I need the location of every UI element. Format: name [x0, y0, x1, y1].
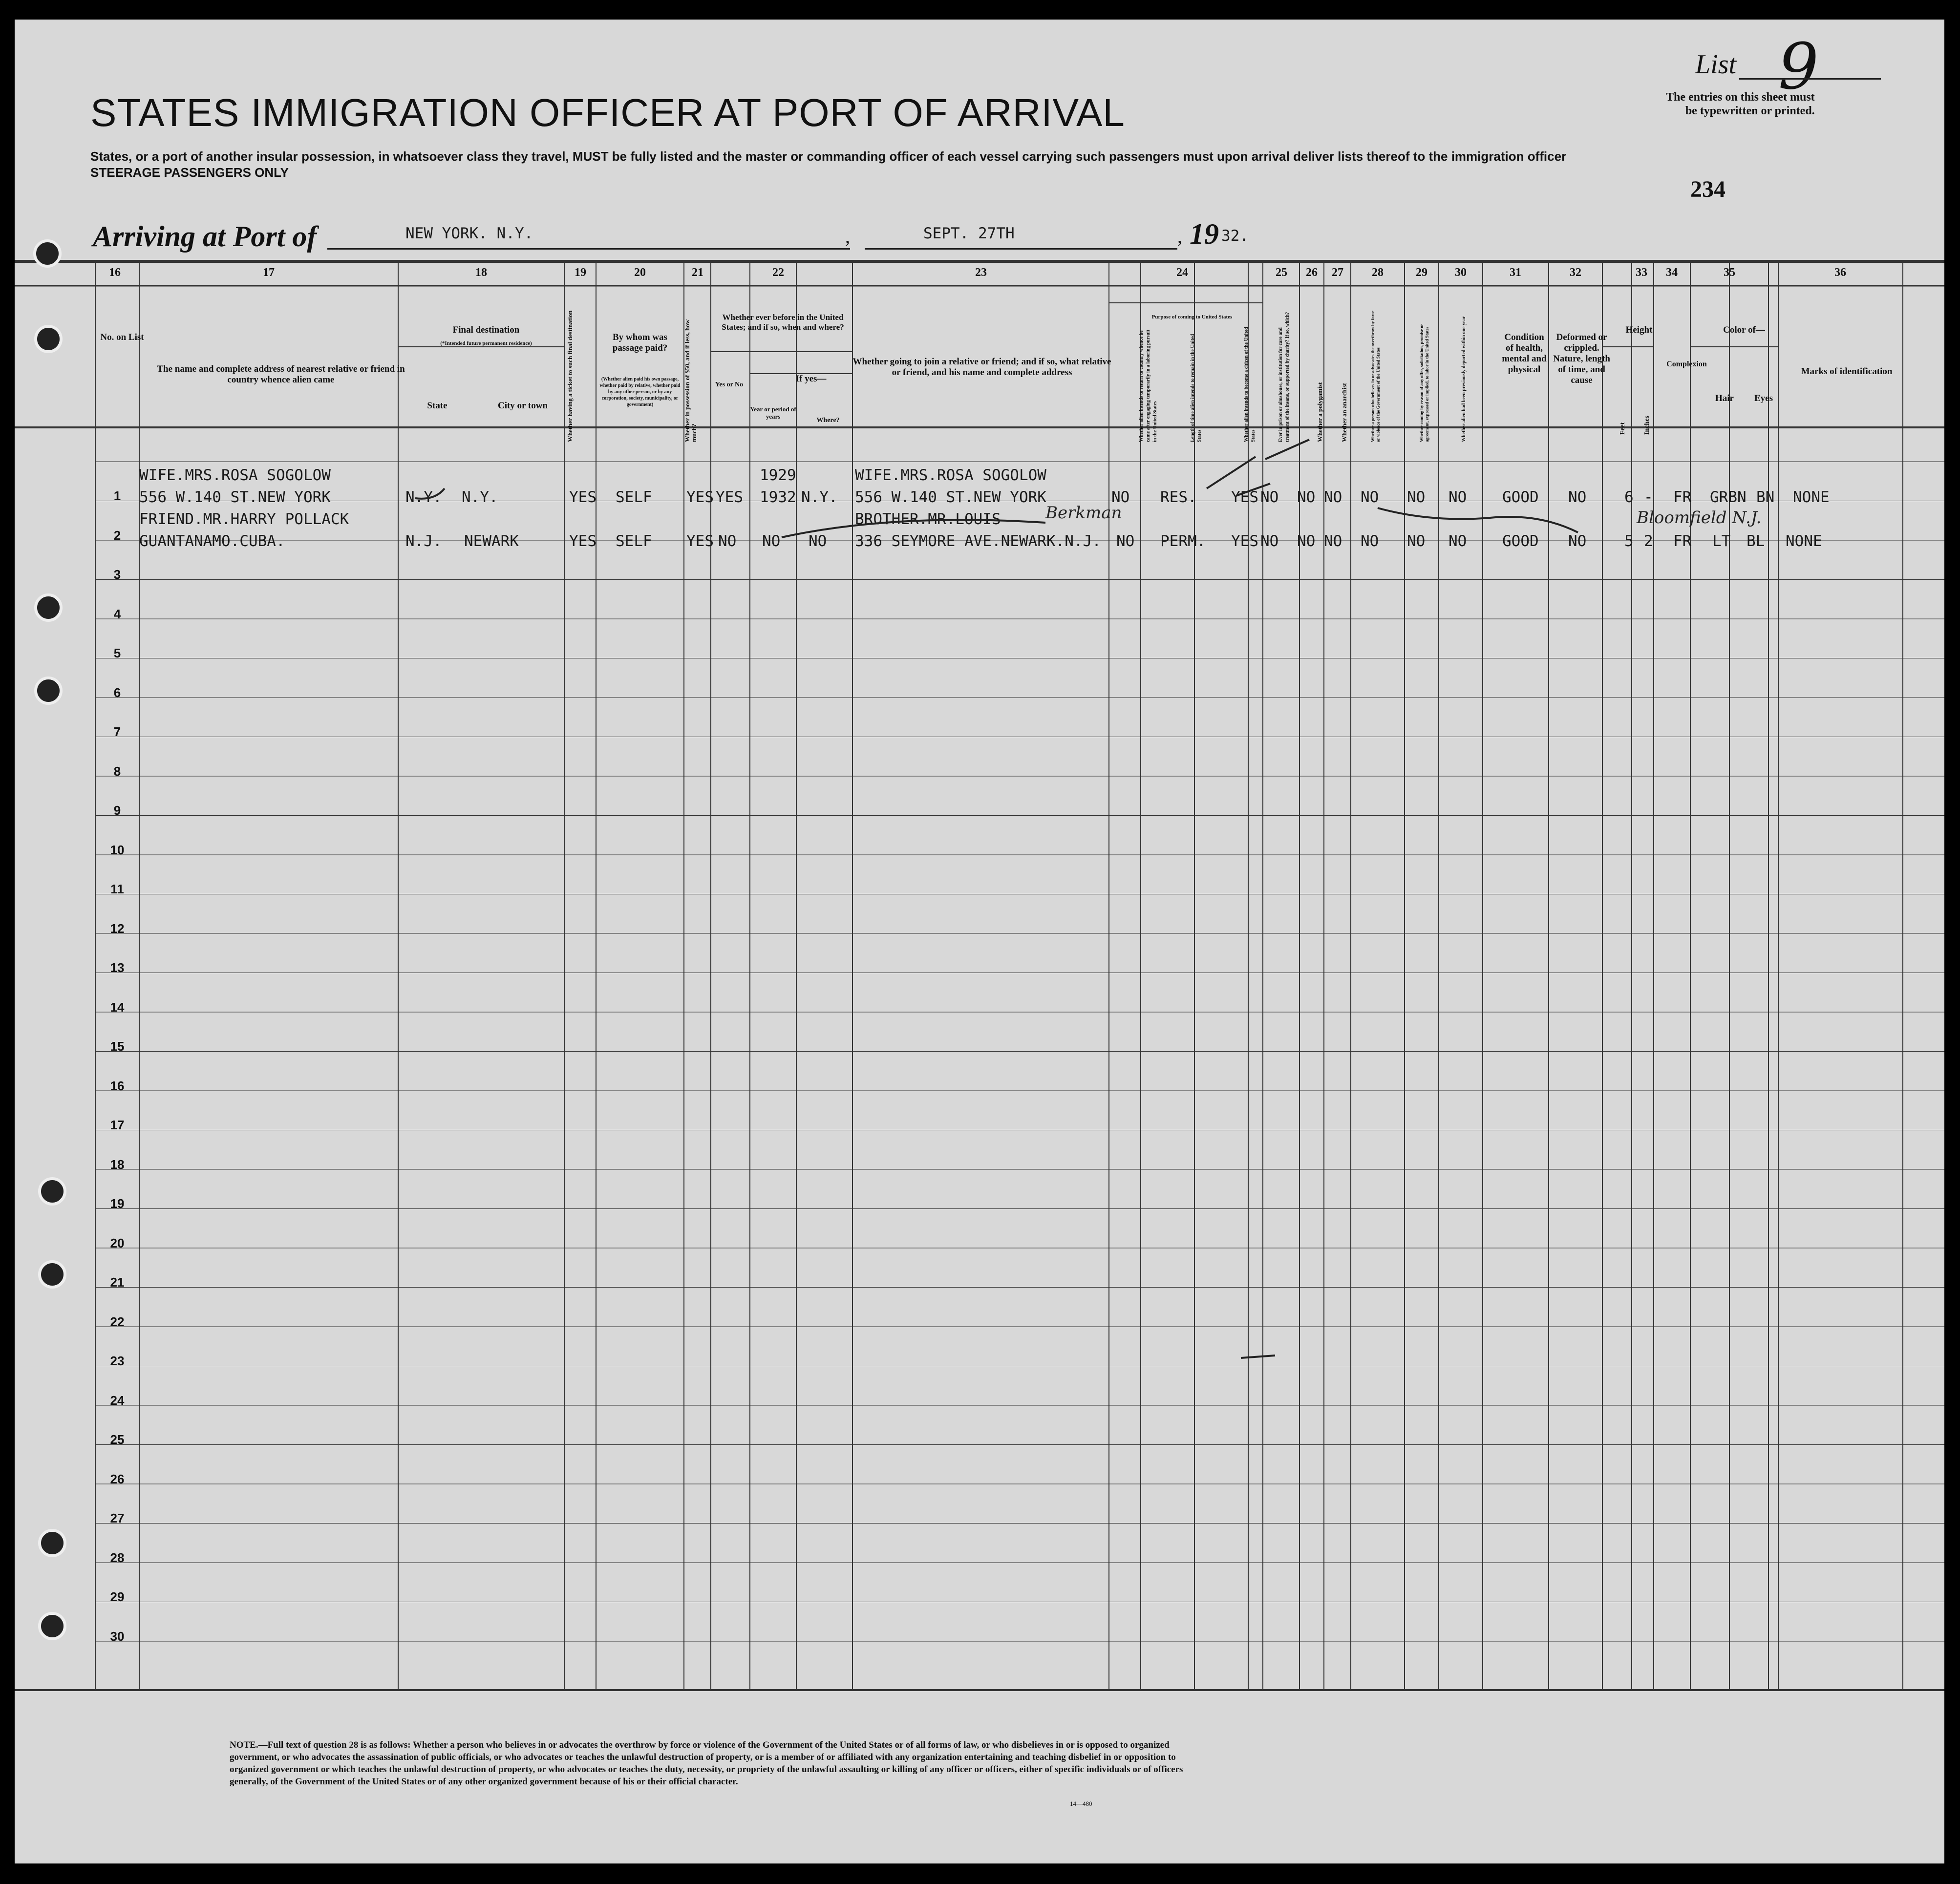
entry2-complexion: FR — [1673, 532, 1692, 550]
column-number: 25 — [1276, 266, 1287, 279]
header-return: Whether alien intends to return to country whence he came after engaging temporarily in a laboring pursuit in the United States — [1139, 329, 1158, 442]
entry2-c30: NO — [1449, 532, 1467, 550]
row-number: 3 — [113, 567, 121, 582]
entry2-c27: NO — [1324, 532, 1342, 550]
entry2-c26: NO — [1297, 532, 1316, 550]
entry2-joining-line2: 336 SEYMORE AVE.NEWARK.N.J. — [855, 532, 1101, 550]
row-number: 21 — [110, 1275, 125, 1290]
header-state: State — [427, 401, 447, 411]
entries-note-line2: be typewritten or printed. — [1685, 105, 1815, 117]
header-citizen: Whether alien intends to become a citizen of the United States — [1244, 327, 1256, 442]
punch-hole — [34, 325, 63, 353]
row-number: 1 — [113, 488, 121, 503]
row-number: 24 — [110, 1393, 125, 1408]
entry2-paid-by: SELF — [616, 532, 652, 550]
header-yes-no: Yes or No — [715, 381, 744, 388]
entry2-inches: 2 — [1644, 532, 1653, 550]
punch-hole — [34, 593, 63, 622]
row-number: 14 — [110, 999, 125, 1015]
column-number: 23 — [975, 266, 987, 279]
entry1-ticket: YES — [569, 488, 597, 506]
row-number: 30 — [110, 1629, 125, 1644]
page-title: STATES IMMIGRATION OFFICER AT PORT OF ARRIVAL — [90, 91, 1125, 134]
table-grid — [15, 20, 1944, 1863]
entry2-feet: 5 — [1624, 532, 1634, 550]
entries-note-line1: The entries on this sheet must — [1666, 91, 1815, 104]
entry2-relative-line1: FRIEND.MR.HARRY POLLACK — [139, 510, 349, 528]
instructions-line2: STEERAGE PASSENGERS ONLY — [90, 165, 289, 180]
entry2-joining-line1: BROTHER.MR.LOUIS — [855, 510, 1001, 528]
header-final-destination-sub: (*Intended future permanent residence) — [440, 340, 532, 346]
row-number: 25 — [110, 1432, 125, 1447]
column-number: 31 — [1510, 266, 1521, 279]
row-number: 12 — [110, 921, 125, 936]
column-number: 22 — [772, 266, 784, 279]
entry2-c28: NO — [1361, 532, 1379, 550]
entry1-deformed: NO — [1568, 488, 1587, 506]
manifest-sheet — [15, 20, 1944, 1863]
column-number: 35 — [1724, 266, 1735, 279]
entry1-where: N.Y. — [801, 488, 838, 506]
entry1-before: YES — [716, 488, 743, 506]
punch-hole — [38, 1529, 66, 1557]
header-where: Where? — [816, 417, 840, 424]
date-value: SEPT. 27TH — [923, 225, 1015, 242]
header-purpose: Purpose of coming to United States — [1151, 314, 1233, 320]
column-number: 18 — [475, 266, 487, 279]
entry1-return: NO — [1111, 488, 1130, 506]
column-number: 29 — [1416, 266, 1427, 279]
column-number: 21 — [692, 266, 703, 279]
row-number: 13 — [110, 960, 125, 975]
entry1-hair: GRBN — [1710, 488, 1747, 506]
row-number: 6 — [113, 685, 121, 700]
port-value: NEW YORK. N.Y. — [405, 225, 533, 242]
punch-hole — [38, 1260, 66, 1289]
instructions-line1: States, or a port of another insular possession, in whatsoever class they travel, MUST be fully listed and the master or commanding officer of each vessel carrying such passengers must upon arrival deliver lists thereof to the immigration officer — [90, 149, 1567, 164]
entry2-relative-line2: GUANTANAMO.CUBA. — [139, 532, 285, 550]
column-number: 32 — [1570, 266, 1581, 279]
row-number: 16 — [110, 1078, 125, 1093]
row-number: 4 — [113, 606, 121, 621]
entry2-c25: NO — [1260, 532, 1279, 550]
header-prison: Ever in prison or almshouse, or institution for care and treatment of the insane, or supported by charity? If so, which? — [1278, 312, 1290, 442]
entry2-eyes: BL — [1747, 532, 1765, 550]
list-label: List — [1695, 49, 1737, 80]
entry2-years: NO — [762, 532, 781, 550]
header-if-yes: If yes— — [795, 374, 827, 384]
entry1-inches: - — [1644, 488, 1653, 506]
header-no-on-list: No. on List — [100, 332, 144, 342]
row-number: 29 — [110, 1589, 125, 1604]
header-relative-address: The name and complete address of nearest relative or friend in country whence alien came — [157, 364, 405, 385]
entry2-citizen: YES — [1231, 532, 1258, 550]
header-health: Condition of health, mental and physical — [1502, 332, 1547, 375]
header-joining: Whether going to join a relative or friend; and if so, what relative or friend, and his name and complete address — [852, 357, 1111, 378]
entry1-c26: NO — [1297, 488, 1316, 506]
header-color-of: Color of— — [1723, 325, 1765, 335]
row-number: 10 — [110, 842, 125, 857]
punch-hole — [33, 239, 62, 268]
entry1-relative-line1: WIFE.MRS.ROSA SOGOLOW — [139, 466, 331, 484]
entry2-hair: LT — [1712, 532, 1731, 550]
entry1-complexion: FR — [1673, 488, 1692, 506]
entry2-health: GOOD — [1502, 532, 1539, 550]
entry1-state: N.Y. — [405, 488, 442, 506]
entry1-c28: NO — [1361, 488, 1379, 506]
header-complexion: Complexion — [1666, 360, 1707, 368]
year-prefix: 19 — [1190, 218, 1219, 250]
handwritten-row2-annotation: Bloomfield N.J. — [1637, 508, 1762, 528]
header-hair: Hair — [1715, 393, 1734, 403]
header-final-destination: Final destination — [452, 325, 520, 335]
entry1-feet: 6 — [1624, 488, 1634, 506]
entry2-deformed: NO — [1568, 532, 1587, 550]
row-number: 17 — [110, 1118, 125, 1132]
entry1-eyes: BN — [1756, 488, 1775, 506]
header-ticket: Whether having a ticket to such final destination — [566, 310, 574, 442]
header-deported: Whether alien had been previously deported within one year — [1461, 316, 1467, 442]
entry2-money: YES — [686, 532, 714, 550]
row-number: 27 — [110, 1511, 125, 1525]
column-number: 17 — [263, 266, 275, 279]
row-number: 11 — [110, 882, 124, 896]
header-passage-paid-sub: (Whether alien paid his own passage, whether paid by relative, whether paid by any other person, or by any corporation, society, municipality, or government) — [599, 377, 681, 407]
column-number: 28 — [1372, 266, 1384, 279]
row-number: 7 — [113, 724, 121, 739]
entry2-marks: NONE — [1786, 532, 1822, 550]
row-number: 15 — [110, 1039, 125, 1054]
entry1-c30: NO — [1449, 488, 1467, 506]
entry1-years-line1: 1929 — [760, 466, 796, 484]
header-years: Year or period of years — [750, 405, 796, 420]
comma2: , — [1177, 225, 1182, 247]
header-city: City or town — [497, 401, 548, 411]
column-number: 26 — [1306, 266, 1318, 279]
entry1-relative-line2: 556 W.140 ST.NEW YORK — [139, 488, 331, 506]
entry2-state: N.J. — [405, 532, 442, 550]
footnote-question-28: NOTE.—Full text of question 28 is as follows: Whether a person who believes in or advocates the overthrow by force or violence of the Government of the United States or of all forms of law, or who disbelieves in or is opposed to organized government, or who advocates the assassination of public officials, or who advocates or teaches the unlawful destruction of property, or is a member of or affiliated with any organization entertaining and teaching disbelief in or opposition to organized government or which teaches the unlawful destruction of property, or who advocates or teaches the duty, necessity, or propriety of the unlawful assaulting or killing of any officer or officers, either of specific individuals or of officers generally, of the Government of the United States or of any other organized government because of his or their official character. — [230, 1740, 1183, 1787]
entry1-citizen: YES — [1231, 488, 1258, 506]
row-number: 23 — [110, 1354, 125, 1368]
column-number: 34 — [1666, 266, 1678, 279]
row-number: 8 — [113, 763, 121, 779]
row-number: 2 — [113, 528, 121, 543]
column-number: 30 — [1455, 266, 1467, 279]
entry1-years-line2: 1932 — [760, 488, 796, 506]
entry1-marks: NONE — [1793, 488, 1830, 506]
header-height: Height — [1625, 325, 1653, 335]
column-number: 24 — [1176, 266, 1188, 279]
row-number: 19 — [110, 1196, 125, 1211]
entry1-money: YES — [686, 488, 714, 506]
column-number: 19 — [575, 266, 586, 279]
column-number: 33 — [1636, 266, 1647, 279]
entry1-joining-line2: 556 W.140 ST.NEW YORK — [855, 488, 1046, 506]
header-polygamist: Whether a polygamist — [1316, 382, 1323, 442]
entry2-length: PERM. — [1160, 532, 1206, 550]
entry1-c29: NO — [1407, 488, 1426, 506]
entry2-c29: NO — [1407, 532, 1426, 550]
handwritten-joining-annotation: Berkman — [1045, 503, 1122, 523]
entry1-c25: NO — [1260, 488, 1279, 506]
form-number: 14—480 — [1070, 1800, 1092, 1807]
punch-hole — [34, 677, 63, 705]
comma1: , — [845, 225, 850, 247]
punch-hole — [38, 1177, 66, 1206]
entry1-health: GOOD — [1502, 488, 1539, 506]
header-eyes: Eyes — [1754, 393, 1773, 403]
row-number: 20 — [110, 1235, 125, 1250]
header-money: Whether in possession of $50, and if less, how much? — [683, 319, 698, 442]
entry2-city: NEWARK — [464, 532, 519, 550]
column-number: 20 — [634, 266, 646, 279]
header-anarchist: Whether an anarchist — [1341, 383, 1348, 442]
row-number: 9 — [113, 803, 121, 818]
entry1-c27: NO — [1324, 488, 1342, 506]
stamp-number: 234 — [1690, 176, 1726, 202]
row-number: 18 — [110, 1157, 125, 1172]
entry1-joining-line1: WIFE.MRS.ROSA SOGOLOW — [855, 466, 1046, 484]
header-overthrow: Whether a person who believes in or advocates the overthrow by force or violence of the Government of the United States — [1370, 310, 1381, 442]
header-inches: Inches — [1643, 416, 1651, 435]
header-feet: Feet — [1619, 422, 1626, 435]
year-suffix: 32. — [1221, 227, 1249, 245]
row-number: 26 — [110, 1471, 125, 1486]
header-deformed: Deformed or crippled. Nature, length of time, and cause — [1553, 332, 1610, 385]
row-number: 22 — [110, 1314, 125, 1329]
row-number: 5 — [113, 646, 121, 660]
entry2-return: NO — [1116, 532, 1135, 550]
header-before-in-us: Whether ever before in the United States; and if so, when and where? — [722, 313, 844, 332]
entry1-paid-by: SELF — [616, 488, 652, 506]
entry1-length: RES. — [1160, 488, 1197, 506]
column-number: 16 — [109, 266, 121, 279]
header-marks: Marks of identification — [1801, 366, 1893, 377]
entry1-city: N.Y. — [462, 488, 498, 506]
header-length: Length of time alien intends to remain in the United States — [1190, 334, 1202, 442]
entry2-where: NO — [809, 532, 827, 550]
arriving-label: Arriving at Port of — [93, 220, 317, 253]
header-offer-labor: Whether coming by reason of any offer, solicitation, promise or agreement, expressed or implied, to labor in the United States — [1419, 324, 1429, 442]
header-passage-paid: By whom was passage paid? — [612, 332, 668, 353]
entry2-before: NO — [718, 532, 737, 550]
punch-hole — [38, 1612, 66, 1640]
row-number: 28 — [110, 1550, 125, 1565]
column-number: 27 — [1332, 266, 1343, 279]
entry2-ticket: YES — [569, 532, 597, 550]
list-number: 9 — [1778, 29, 1819, 104]
column-number: 36 — [1834, 266, 1846, 279]
